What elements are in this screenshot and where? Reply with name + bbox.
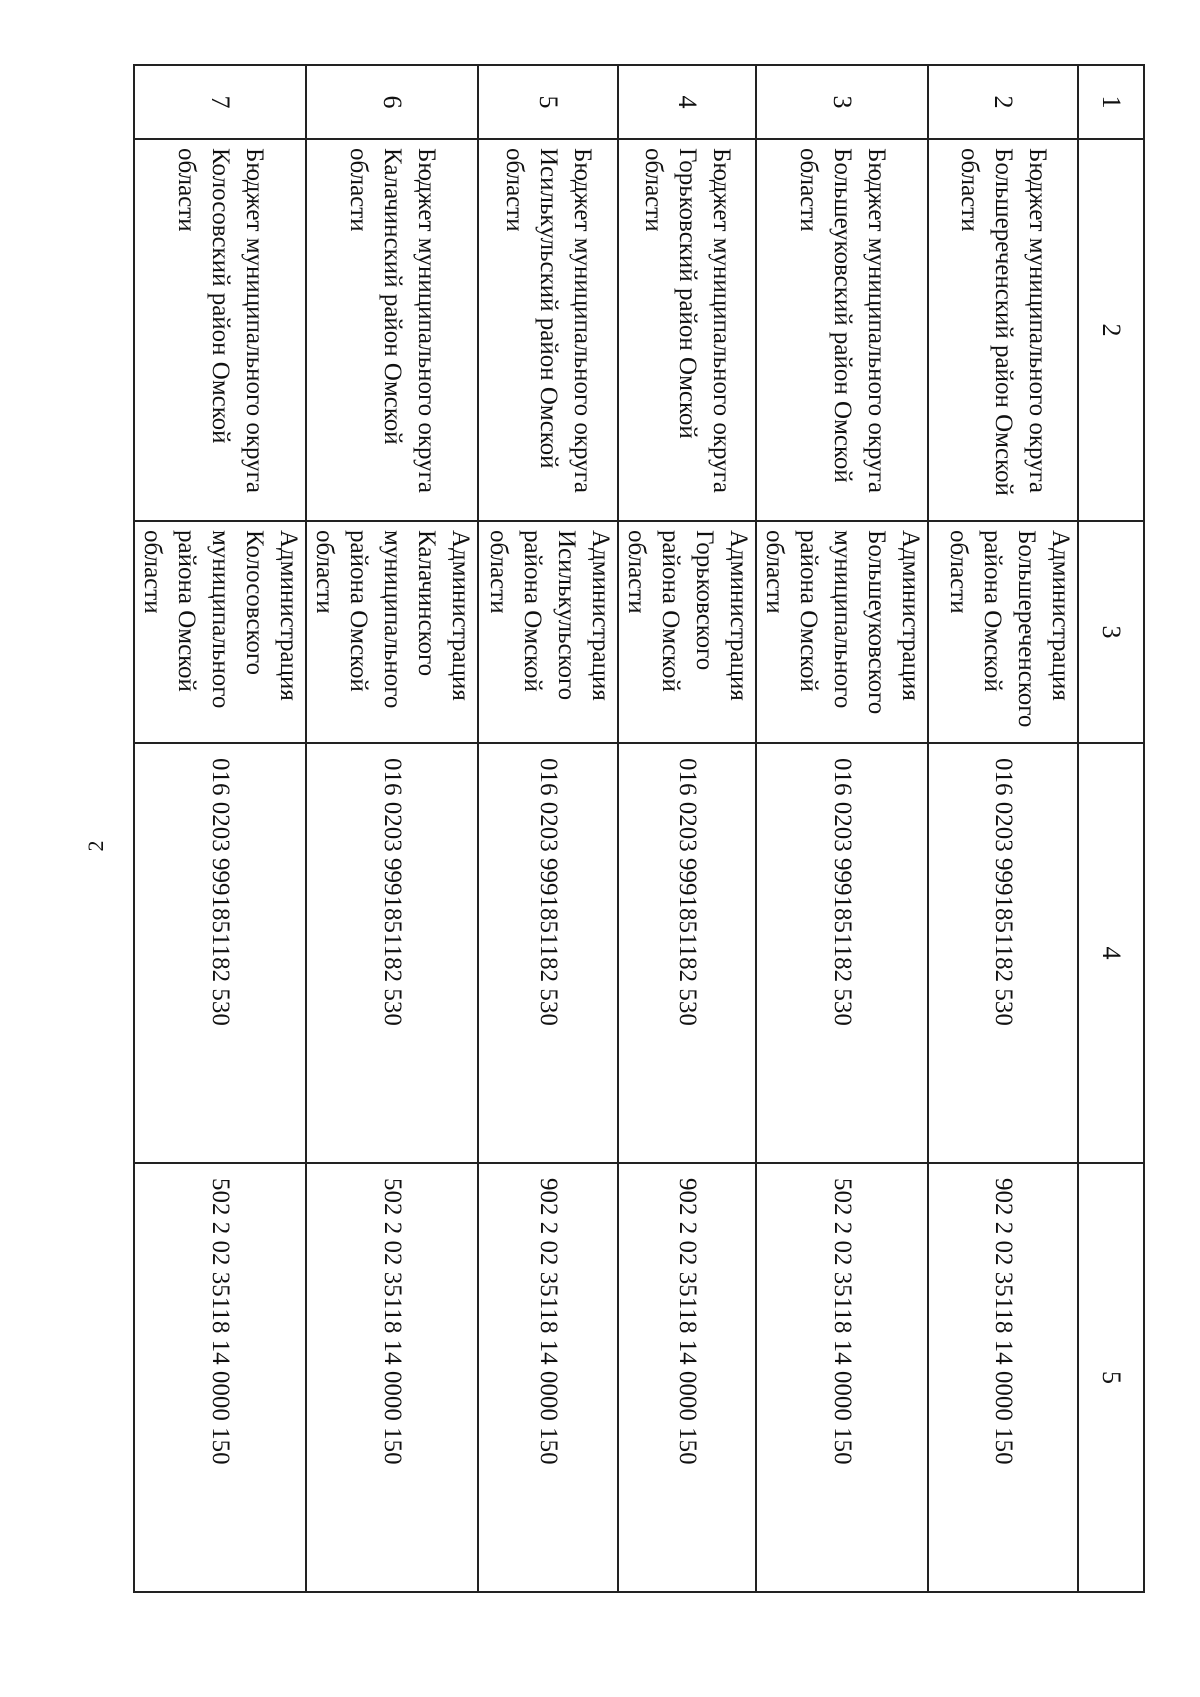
budget-name-text: Бюджет муниципального округа Исилькульский район Омской области xyxy=(501,148,596,494)
revenue-code xyxy=(478,1163,618,1592)
revenue-code-text: 902 2 02 35118 14 0000 150 xyxy=(535,1178,562,1465)
header-row xyxy=(1078,65,1144,1592)
expense-code-text: 016 0203 9991851182 530 xyxy=(674,758,701,1026)
administrator-name-text: Администрация Горьковского района Омской области xyxy=(623,530,752,701)
administrator-name xyxy=(478,521,618,743)
rotated-table-container xyxy=(139,64,1145,1591)
row-number: 2 xyxy=(928,65,1078,139)
administrator-name-text: Администрация Калачинского муниципального района Омской области xyxy=(311,530,474,709)
expense-code-text: 016 0203 9991851182 530 xyxy=(535,758,562,1026)
budget-name xyxy=(478,139,618,521)
administrator-name xyxy=(134,521,306,743)
header-col-4: 4 xyxy=(1078,743,1144,1163)
table-row xyxy=(134,65,306,1592)
header-col-2: 2 xyxy=(1078,139,1144,521)
header-col-5: 5 xyxy=(1078,1163,1144,1592)
header-col-1: 1 xyxy=(1078,65,1144,139)
administrator-name xyxy=(306,521,478,743)
row-number: 3 xyxy=(756,65,928,139)
table-row xyxy=(618,65,756,1592)
revenue-code-text: 502 2 02 35118 14 0000 150 xyxy=(379,1178,406,1465)
row-number: 5 xyxy=(478,65,618,139)
budget-name-text: Бюджет муниципального округа Калачинский район Омской области xyxy=(345,148,440,494)
expense-code xyxy=(928,743,1078,1163)
administrator-name xyxy=(618,521,756,743)
budget-name-text: Бюджет муниципального округа Горьковский район Омской области xyxy=(640,148,735,494)
table-row xyxy=(928,65,1078,1592)
budget-name xyxy=(756,139,928,521)
revenue-code xyxy=(306,1163,478,1592)
administrator-name-text: Администрация Большеуковского муниципального района Омской области xyxy=(761,530,924,715)
budget-name-text: Бюджет муниципального округа Большереченский район Омской области xyxy=(956,148,1051,496)
budget-name xyxy=(134,139,306,521)
revenue-code xyxy=(756,1163,928,1592)
expense-code-text: 016 0203 9991851182 530 xyxy=(379,758,406,1026)
expense-code-text: 016 0203 9991851182 530 xyxy=(207,758,234,1026)
expense-code xyxy=(134,743,306,1163)
budget-name xyxy=(618,139,756,521)
table-row xyxy=(306,65,478,1592)
revenue-code-text: 902 2 02 35118 14 0000 150 xyxy=(990,1178,1017,1465)
administrator-name xyxy=(928,521,1078,743)
budget-table xyxy=(133,64,1145,1593)
revenue-code-text: 902 2 02 35118 14 0000 150 xyxy=(674,1178,701,1465)
expense-code xyxy=(478,743,618,1163)
expense-code-text: 016 0203 9991851182 530 xyxy=(990,758,1017,1026)
revenue-code xyxy=(618,1163,756,1592)
revenue-code xyxy=(134,1163,306,1592)
page-number: 2 xyxy=(83,840,108,852)
revenue-code-text: 502 2 02 35118 14 0000 150 xyxy=(207,1178,234,1465)
row-number: 7 xyxy=(134,65,306,139)
administrator-name xyxy=(756,521,928,743)
row-number: 6 xyxy=(306,65,478,139)
expense-code-text: 016 0203 9991851182 530 xyxy=(829,758,856,1026)
administrator-name-text: Администрация Колосовского муниципального района Омской области xyxy=(139,530,302,709)
revenue-code-text: 502 2 02 35118 14 0000 150 xyxy=(829,1178,856,1465)
revenue-code xyxy=(928,1163,1078,1592)
budget-name xyxy=(928,139,1078,521)
expense-code xyxy=(306,743,478,1163)
table-row xyxy=(756,65,928,1592)
budget-name-text: Бюджет муниципального округа Колосовский район Омской области xyxy=(173,148,268,494)
header-col-3: 3 xyxy=(1078,521,1144,743)
budget-name-text: Бюджет муниципального округа Большеуковский район Омской области xyxy=(795,148,890,494)
administrator-name-text: Администрация Большереченского района Омской области xyxy=(945,530,1074,728)
expense-code xyxy=(618,743,756,1163)
budget-name xyxy=(306,139,478,521)
table-row xyxy=(478,65,618,1592)
expense-code xyxy=(756,743,928,1163)
row-number: 4 xyxy=(618,65,756,139)
administrator-name-text: Администрация Исилькульского района Омской области xyxy=(485,530,614,701)
